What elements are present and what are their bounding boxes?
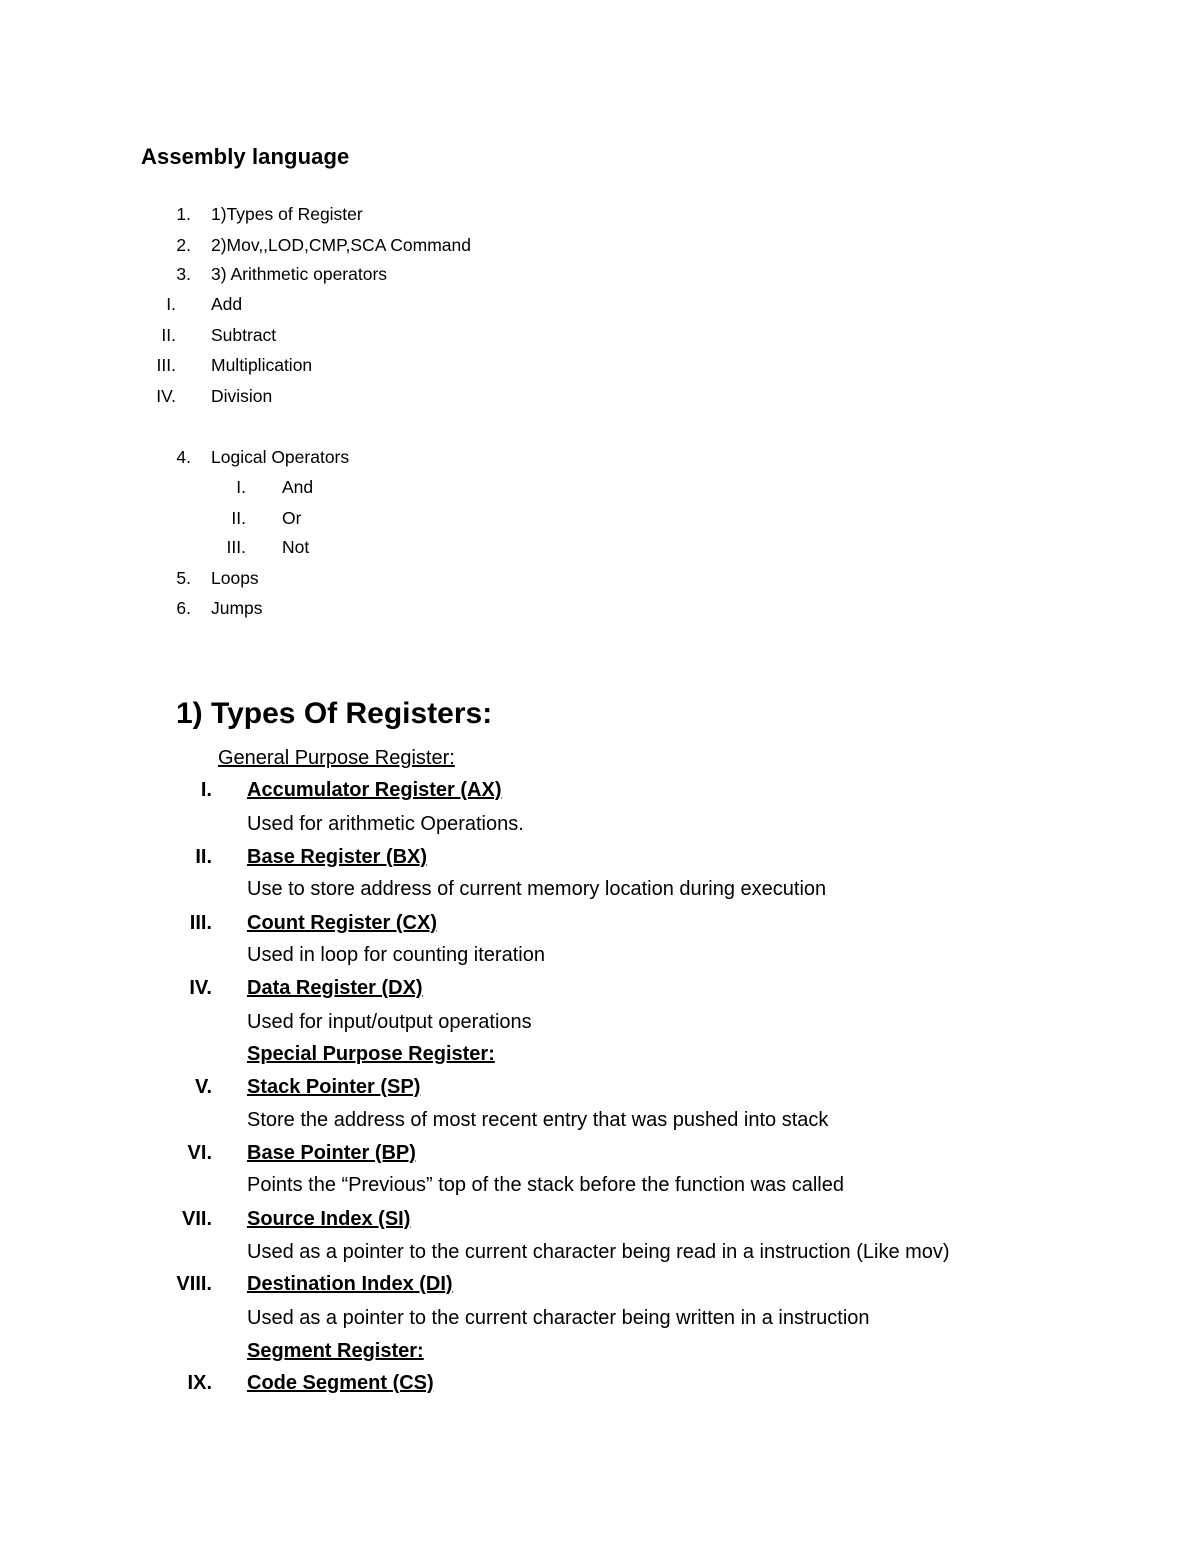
list-text: Subtract	[211, 325, 277, 345]
list-text: Not	[282, 537, 310, 557]
list-number: 2.	[176, 235, 191, 255]
document-title: Assembly language	[141, 144, 350, 169]
register-description: Used for arithmetic Operations.	[247, 813, 524, 835]
register-number: VIII.	[176, 1273, 212, 1295]
list-number: 4.	[176, 447, 191, 467]
register-description: Used as a pointer to the current character being written in a instruction	[247, 1307, 870, 1329]
register-name: Destination Index (DI)	[247, 1273, 453, 1295]
list-number: 3.	[176, 264, 191, 284]
list-text: And	[282, 477, 314, 497]
list-text: Division	[211, 386, 273, 406]
register-name: Stack Pointer (SP)	[247, 1076, 421, 1098]
register-description: Store the address of most recent entry that was pushed into stack	[247, 1109, 829, 1131]
section-heading: 1) Types Of Registers:	[176, 697, 493, 730]
list-number: I.	[166, 294, 176, 314]
list-number: II.	[231, 508, 246, 528]
register-name: Source Index (SI)	[247, 1208, 411, 1230]
register-number: VI.	[187, 1142, 212, 1164]
list-number: IV.	[156, 386, 176, 406]
list-text: Logical Operators	[211, 447, 350, 467]
register-number: III.	[189, 912, 212, 934]
list-number: II.	[161, 325, 176, 345]
register-number: V.	[194, 1076, 212, 1098]
segment-register-heading: Segment Register:	[247, 1340, 424, 1362]
register-name: Accumulator Register (AX)	[247, 779, 502, 801]
register-number: IX.	[187, 1372, 212, 1394]
register-description: Used as a pointer to the current character being read in a instruction (Like mov)	[247, 1241, 950, 1263]
list-text: Jumps	[211, 598, 263, 618]
list-number: 1.	[176, 204, 191, 224]
list-text: 1)Types of Register	[211, 204, 363, 224]
register-name: Base Register (BX)	[247, 846, 428, 868]
list-text: Multiplication	[211, 355, 313, 375]
list-text: Loops	[211, 568, 259, 588]
register-description: Points the “Previous” top of the stack before the function was called	[247, 1174, 844, 1196]
register-description: Used in loop for counting iteration	[247, 944, 545, 966]
list-text: Or	[282, 508, 302, 528]
register-number: IV.	[189, 977, 212, 999]
register-number: II.	[195, 846, 212, 868]
register-name: Base Pointer (BP)	[247, 1142, 416, 1164]
register-name: Data Register (DX)	[247, 977, 423, 999]
list-number: 5.	[176, 568, 191, 588]
register-description: Used for input/output operations	[247, 1011, 532, 1033]
list-number: I.	[236, 477, 246, 497]
list-text: 3) Arithmetic operators	[211, 264, 388, 284]
special-purpose-heading: Special Purpose Register:	[247, 1043, 495, 1065]
list-text: 2)Mov,,LOD,CMP,SCA Command	[211, 235, 471, 255]
list-number: 6.	[176, 598, 191, 618]
register-description: Use to store address of current memory location during execution	[247, 878, 827, 900]
general-purpose-heading: General Purpose Register:	[218, 747, 455, 769]
register-number: I.	[200, 779, 212, 801]
register-name: Code Segment (CS)	[247, 1372, 434, 1394]
list-number: III.	[156, 355, 176, 375]
list-text: Add	[211, 294, 243, 314]
list-number: III.	[226, 537, 246, 557]
register-number: VII.	[181, 1208, 212, 1230]
register-name: Count Register (CX)	[247, 912, 437, 934]
